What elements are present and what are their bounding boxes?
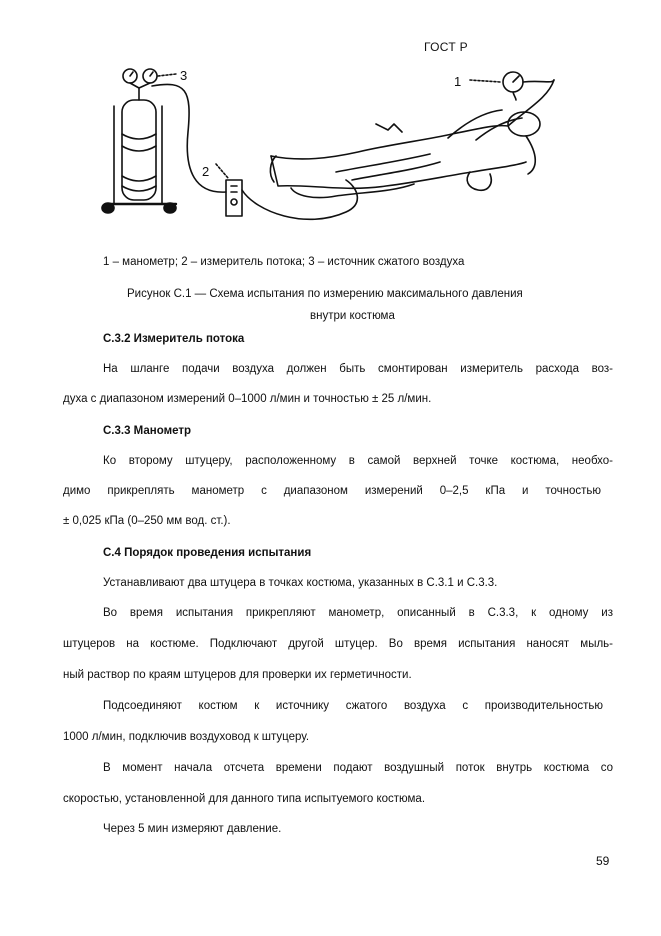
paragraph-line: Устанавливают два штуцера в точках костюма, указанных в С.3.1 и С.3.3. (103, 577, 498, 589)
paragraph-line: духа с диапазоном измерений 0–1000 л/мин и точностью ± 25 л/мин. (63, 393, 432, 405)
paragraph-line: В момент начала отсчета времени подают воздушный поток внутрь костюма со (103, 762, 613, 774)
section-heading-test-procedure: С.4 Порядок проведения испытания (103, 547, 312, 559)
manometer-illustration (470, 72, 554, 100)
label-air-source: 3 (180, 68, 188, 83)
figure-title-line2: внутри костюма (310, 310, 395, 322)
paragraph-line: Через 5 мин измеряют давление. (103, 823, 282, 835)
paragraph-line: ный раствор по краям штуцеров для проверки их герметичности. (63, 669, 412, 681)
document-header: ГОСТ Р (424, 40, 468, 54)
test-scheme-figure (96, 62, 566, 228)
paragraph-line: 1000 л/мин, подключив воздуховод к штуцеру. (63, 731, 310, 743)
flow-meter-illustration (216, 164, 242, 216)
paragraph-line: Во время испытания прикрепляют манометр, описанный в С.3.3, к одному из (103, 607, 613, 619)
paragraph-line: ± 0,025 кПа (0–250 мм вод. ст.). (63, 515, 231, 527)
protective-suit-illustration (270, 80, 554, 198)
paragraph-line: штуцеров на костюме. Подключают другой штуцер. Во время испытания наносят мыль- (63, 638, 613, 650)
paragraph-line: димо прикреплять манометр с диапазоном измерений 0–2,5 кПа и точностью (63, 485, 601, 497)
label-manometer: 1 (454, 74, 462, 89)
page-number: 59 (596, 854, 610, 868)
gas-cylinder-illustration (102, 88, 176, 213)
air-hose-supply (152, 84, 226, 192)
paragraph-line: На шланге подачи воздуха должен быть смонтирован измеритель расхода воз- (103, 363, 613, 375)
paragraph-line: скоростью, установленной для данного типа испытуемого костюма. (63, 793, 426, 805)
section-heading-flow-meter: С.3.2 Измеритель потока (103, 333, 245, 345)
section-heading-manometer: С.3.3 Манометр (103, 425, 192, 437)
figure-title-line1: Рисунок С.1 — Схема испытания по измерению максимального давления (127, 288, 523, 300)
figure-legend: 1 – манометр; 2 – измеритель потока; 3 – источник сжатого воздуха (103, 256, 465, 268)
paragraph-line: Подсоединяют костюм к источнику сжатого воздуха с производительностью (103, 700, 603, 712)
paragraph-line: Ко второму штуцеру, расположенному в самой верхней точке костюма, необхо- (103, 455, 613, 467)
label-flow-meter: 2 (202, 164, 210, 179)
